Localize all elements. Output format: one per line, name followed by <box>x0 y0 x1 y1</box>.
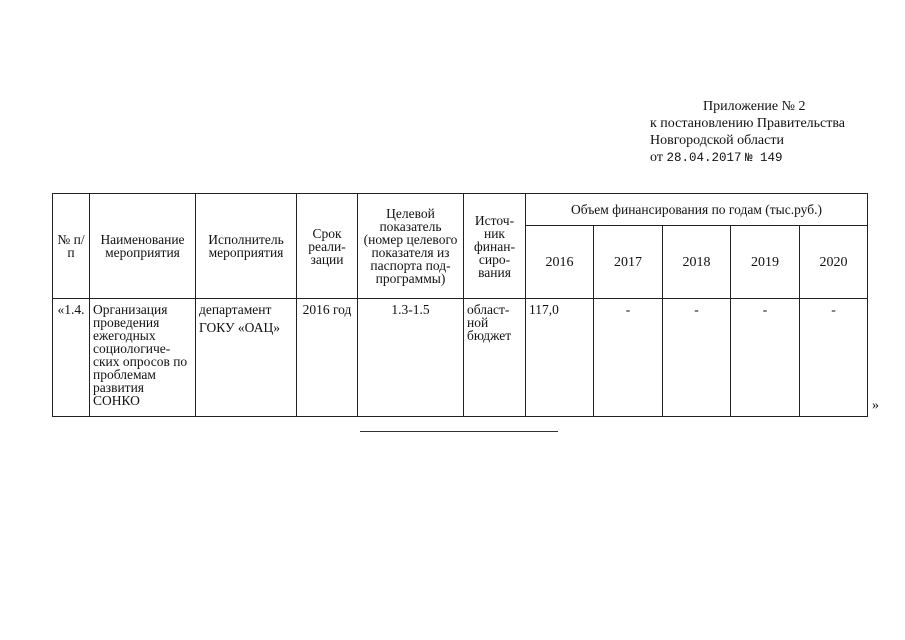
header-row-1 <box>53 194 868 226</box>
executor-line-2: ГОКУ «ОАЦ» <box>199 320 280 335</box>
header-target: Целевой показатель (номер целевого показателя из паспорта под- программы) <box>358 194 464 299</box>
cell-value: - <box>663 299 731 417</box>
header-executor: Исполнитель мероприятия <box>196 194 297 299</box>
cell-term: 2016 год <box>297 299 358 417</box>
header-name: Наименование мероприятия <box>90 194 196 299</box>
header-year: 2020 <box>800 226 868 299</box>
cell-value: - <box>800 299 868 417</box>
header-year: 2016 <box>526 226 594 299</box>
header-term: Срок реали- зации <box>297 194 358 299</box>
header-year: 2017 <box>594 226 663 299</box>
cell-value: 117,0 <box>526 299 594 417</box>
cell-value: - <box>731 299 800 417</box>
cell-executor <box>196 299 297 417</box>
header-source: Источ- ник финан- сиро- вания <box>464 194 526 299</box>
header-funding: Объем финансирования по годам (тыс.руб.) <box>526 194 868 226</box>
cell-num: «1.4. <box>53 299 90 417</box>
cell-value: - <box>594 299 663 417</box>
cell-source: област- ной бюджет <box>464 299 526 417</box>
closing-quote: » <box>872 398 879 413</box>
date-prefix: от <box>650 150 663 165</box>
header-year: 2019 <box>731 226 800 299</box>
separator-line <box>360 431 558 432</box>
appendix-date-line <box>650 149 890 167</box>
cell-target: 1.3-1.5 <box>358 299 464 417</box>
header-num: № п/п <box>53 194 90 299</box>
appendix-decree: к постановлению Правительства <box>650 116 846 131</box>
decree-number: № 149 <box>744 151 783 165</box>
executor-line-1: департамент <box>199 302 272 317</box>
appendix-title: Приложение № 2 <box>703 99 806 114</box>
cell-name: Организация проведения ежегодных социологиче- ских опросов по проблемам развития СОНКО <box>90 299 196 417</box>
table-row <box>53 299 868 417</box>
appendix-block <box>650 98 890 167</box>
header-year: 2018 <box>663 226 731 299</box>
activity-table <box>52 193 868 417</box>
appendix-region: Новгородской области <box>650 133 784 148</box>
decree-date: 28.04.2017 <box>666 151 742 165</box>
